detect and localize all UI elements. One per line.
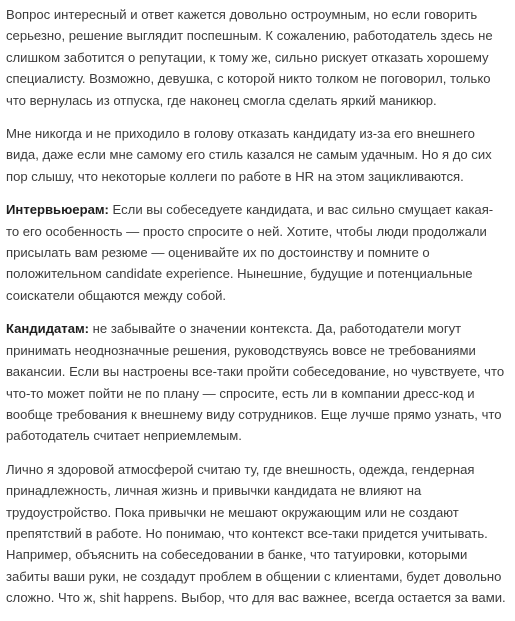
interviewers-lead: Интервьюерам: bbox=[6, 202, 109, 218]
paragraph-interviewers bbox=[6, 199, 506, 306]
paragraph-conclusion: Лично я здоровой атмосферой считаю ту, где внешность, одежда, гендерная принадлежность, личная жизнь и привычки кандидата не влияют на трудоустройство. Пока привычки не мешают окружающим или не создают препятствий в работе. Но понимаю, что контекст все-таки придется учитывать. Например, объяснить на собеседовании в банке, что татуировки, которыми забиты ваши руки, не создадут проблем в общении с клиентами, будет довольно сложно. Что ж, shit happens. Выбор, что для вас важнее, всегда остается за вами. bbox=[6, 461, 506, 606]
article-body bbox=[6, 4, 506, 621]
candidates-text: не забывайте о значении контекста. Да, работодатели могут принимать неоднозначные решения, руководствуясь вовсе не требованиями вакансии. Если вы настроены все-таки пройти собеседование, но чувствуете, что что-то может пойти не по плану — спросите, есть ли в компании дресс-код и вообще требования к внешнему виду сотрудников. Еще лучше прямо узнать, что работодатель считает неприемлемым. bbox=[6, 321, 505, 444]
paragraph-intro: Вопрос интересный и ответ кажется довольно остроумным, но если говорить серьезно, решение выглядит поспешным. К сожалению, работодатель здесь не слишком заботится о репутации, к тому же, сильно рискует отказать хорошему специалисту. Возможно, девушка, с которой никто толком не поговорил, только что вернулась из отпуска, где наконец смогла сделать яркий маникюр. bbox=[6, 7, 493, 108]
interviewers-text: Если вы собеседуете кандидата, и вас сильно смущает какая-то его особенность — просто спросите о ней. Хотите, чтобы люди продолжали присылать вам резюме — оценивайте их по достоинству и помните о положительном candidate experience. Нынешние, будущие и потенциальные соискатели общаются между собой. bbox=[6, 202, 494, 303]
candidates-lead: Кандидатам: bbox=[6, 321, 90, 337]
paragraph-author-opinion: Мне никогда и не приходило в голову отказать кандидату из-за его внешнего вида, даже если мне самому его стиль казался не самым удачным. Но я до сих пор слышу, что некоторые коллеги по работе в HR на этом зацикливаются. bbox=[6, 126, 492, 184]
paragraph-candidates bbox=[6, 318, 506, 446]
